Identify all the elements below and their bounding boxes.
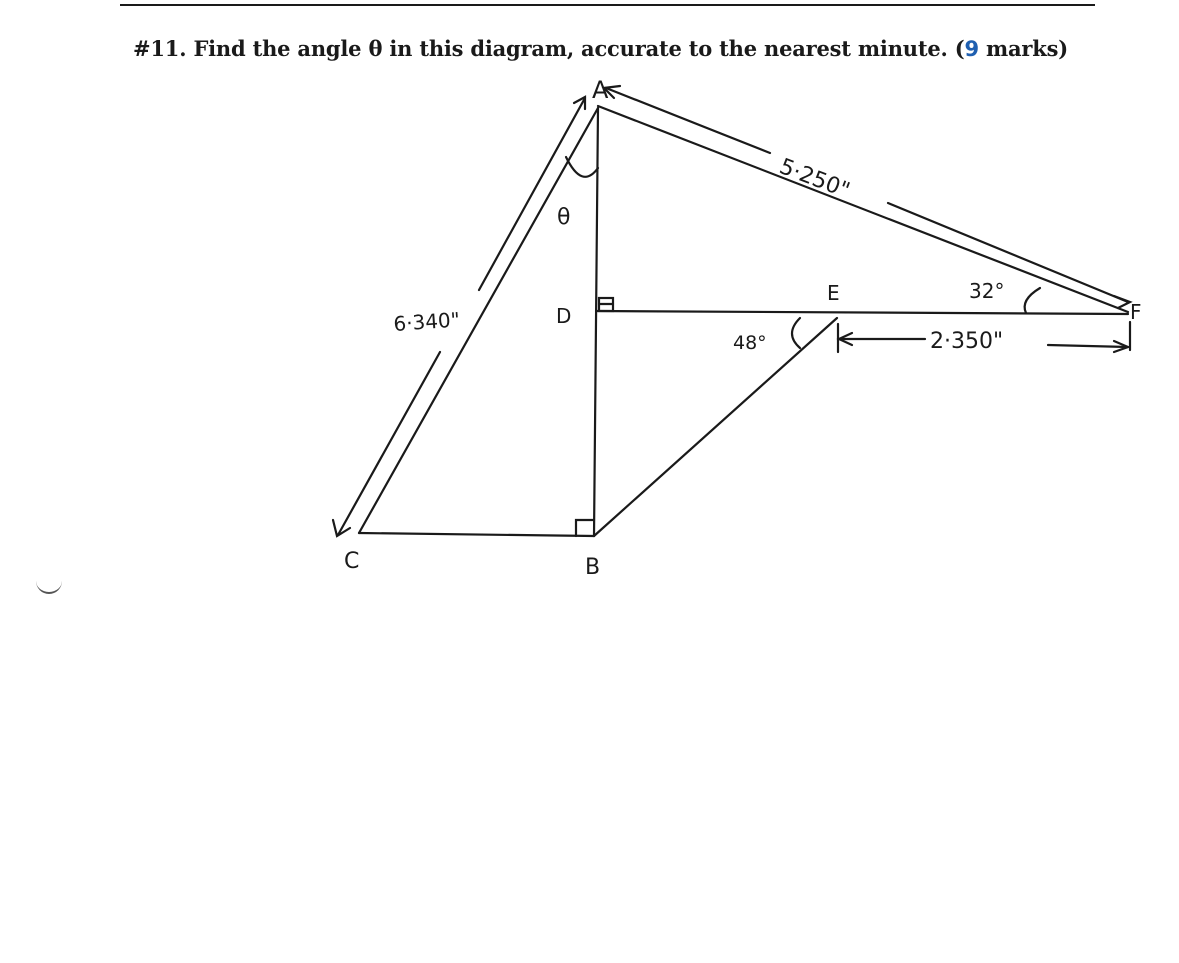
dimension-line-AC-lower bbox=[338, 352, 440, 535]
segment-DF bbox=[596, 311, 1128, 314]
label-point-A: A bbox=[592, 76, 609, 104]
label-point-B: B bbox=[585, 555, 601, 580]
marks-number: 9 bbox=[964, 37, 979, 61]
label-length-AF: 5·250" bbox=[775, 154, 854, 204]
label-length-AC: 6·340" bbox=[392, 307, 461, 336]
dimension-line-EF-right bbox=[1048, 345, 1128, 347]
dimension-line-AF-left bbox=[606, 88, 770, 153]
dimension-line-AC-upper bbox=[479, 98, 585, 290]
angle-theta-arc bbox=[566, 157, 598, 177]
label-point-C: C bbox=[344, 549, 360, 574]
label-angle-E: 48° bbox=[733, 332, 767, 354]
right-angle-marker-B bbox=[576, 520, 594, 536]
label-point-F: F bbox=[1130, 300, 1142, 324]
label-point-D: D bbox=[556, 304, 572, 328]
label-angle-theta: θ bbox=[557, 205, 571, 230]
label-angle-F: 32° bbox=[969, 279, 1005, 303]
segment-AF bbox=[598, 106, 1128, 312]
segment-CB bbox=[359, 533, 594, 536]
segment-EB bbox=[594, 318, 837, 536]
angle-E-arc bbox=[792, 318, 800, 348]
dimension-line-AF-right bbox=[888, 203, 1128, 302]
question-prefix: #11. Find the angle θ in this diagram, accurate to the nearest minute. ( bbox=[133, 36, 965, 61]
angle-F-arc bbox=[1025, 288, 1040, 313]
label-point-E: E bbox=[827, 281, 840, 305]
question-suffix: marks) bbox=[978, 36, 1069, 61]
label-length-EF: 2·350" bbox=[930, 329, 1004, 354]
arrowhead-AF-right bbox=[1114, 296, 1130, 308]
